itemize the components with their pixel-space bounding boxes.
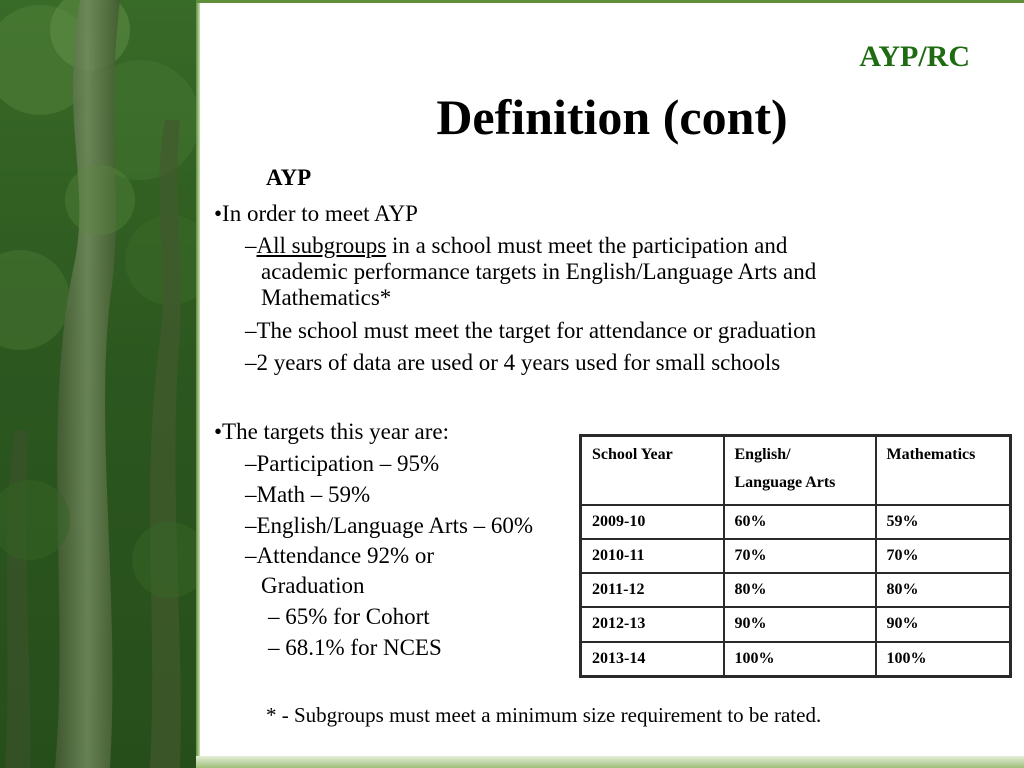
header-ela-line1: English/ (734, 446, 791, 463)
dash: – (245, 233, 257, 258)
cell-ela: 70% (724, 539, 876, 573)
cell-math: 59% (876, 505, 1011, 539)
target-ela: –English/Language Arts – 60% (245, 513, 534, 538)
table-row (581, 607, 1011, 641)
top-border (196, 0, 1024, 3)
bullet-meet-ayp: •In order to meet AYP (214, 201, 418, 226)
footnote: * - Subgroups must meet a minimum size requirement to be rated. (266, 703, 822, 727)
cell-ela: 60% (724, 505, 876, 539)
sub-bullet-text: in a school must meet the participation and (386, 233, 788, 258)
cell-ela: 90% (724, 607, 876, 641)
header-school-year: School Year (581, 436, 724, 505)
cell-math: 70% (876, 539, 1011, 573)
cell-year: 2010-11 (581, 539, 724, 573)
target-math: –Math – 59% (245, 482, 371, 507)
cell-ela: 80% (724, 573, 876, 607)
cell-math: 90% (876, 607, 1011, 641)
target-cohort: – 65% for Cohort (268, 604, 430, 629)
cell-year: 2009-10 (581, 505, 724, 539)
bullet-targets: •The targets this year are: (214, 419, 449, 444)
header-english-language-arts (724, 436, 876, 505)
cell-math: 80% (876, 573, 1011, 607)
target-attendance: –Attendance 92% or (245, 543, 435, 568)
sub-bullet-subgroups-line3: Mathematics* (261, 285, 392, 310)
target-graduation: Graduation (261, 573, 365, 598)
table-row (581, 539, 1011, 573)
sub-bullet-subgroups (245, 233, 787, 259)
header-mathematics: Mathematics (876, 436, 1011, 505)
header-ela-line2: Language Arts (734, 474, 836, 491)
table-row (581, 573, 1011, 607)
cell-year: 2012-13 (581, 607, 724, 641)
cell-year: 2013-14 (581, 642, 724, 677)
slide-title: Definition (cont) (436, 89, 788, 145)
targets-table (579, 434, 1012, 678)
section-label: AYP (266, 165, 312, 190)
target-nces: – 68.1% for NCES (268, 635, 442, 660)
target-participation: –Participation – 95% (245, 451, 440, 476)
all-subgroups-link[interactable]: All subgroups (256, 233, 387, 258)
table-row (581, 505, 1011, 539)
table-row (581, 642, 1011, 677)
sub-bullet-years-data: –2 years of data are used or 4 years used for small schools (245, 350, 781, 375)
bottom-border (196, 756, 1024, 768)
table-header-row (581, 436, 1011, 505)
cell-math: 100% (876, 642, 1011, 677)
cell-ela: 100% (724, 642, 876, 677)
sub-bullet-attendance: –The school must meet the target for attendance or graduation (245, 318, 817, 343)
cell-year: 2011-12 (581, 573, 724, 607)
header-label: AYP/RC (859, 40, 970, 73)
sub-bullet-subgroups-line2: academic performance targets in English/Language Arts and (261, 259, 817, 284)
forest-background-image (0, 0, 196, 768)
